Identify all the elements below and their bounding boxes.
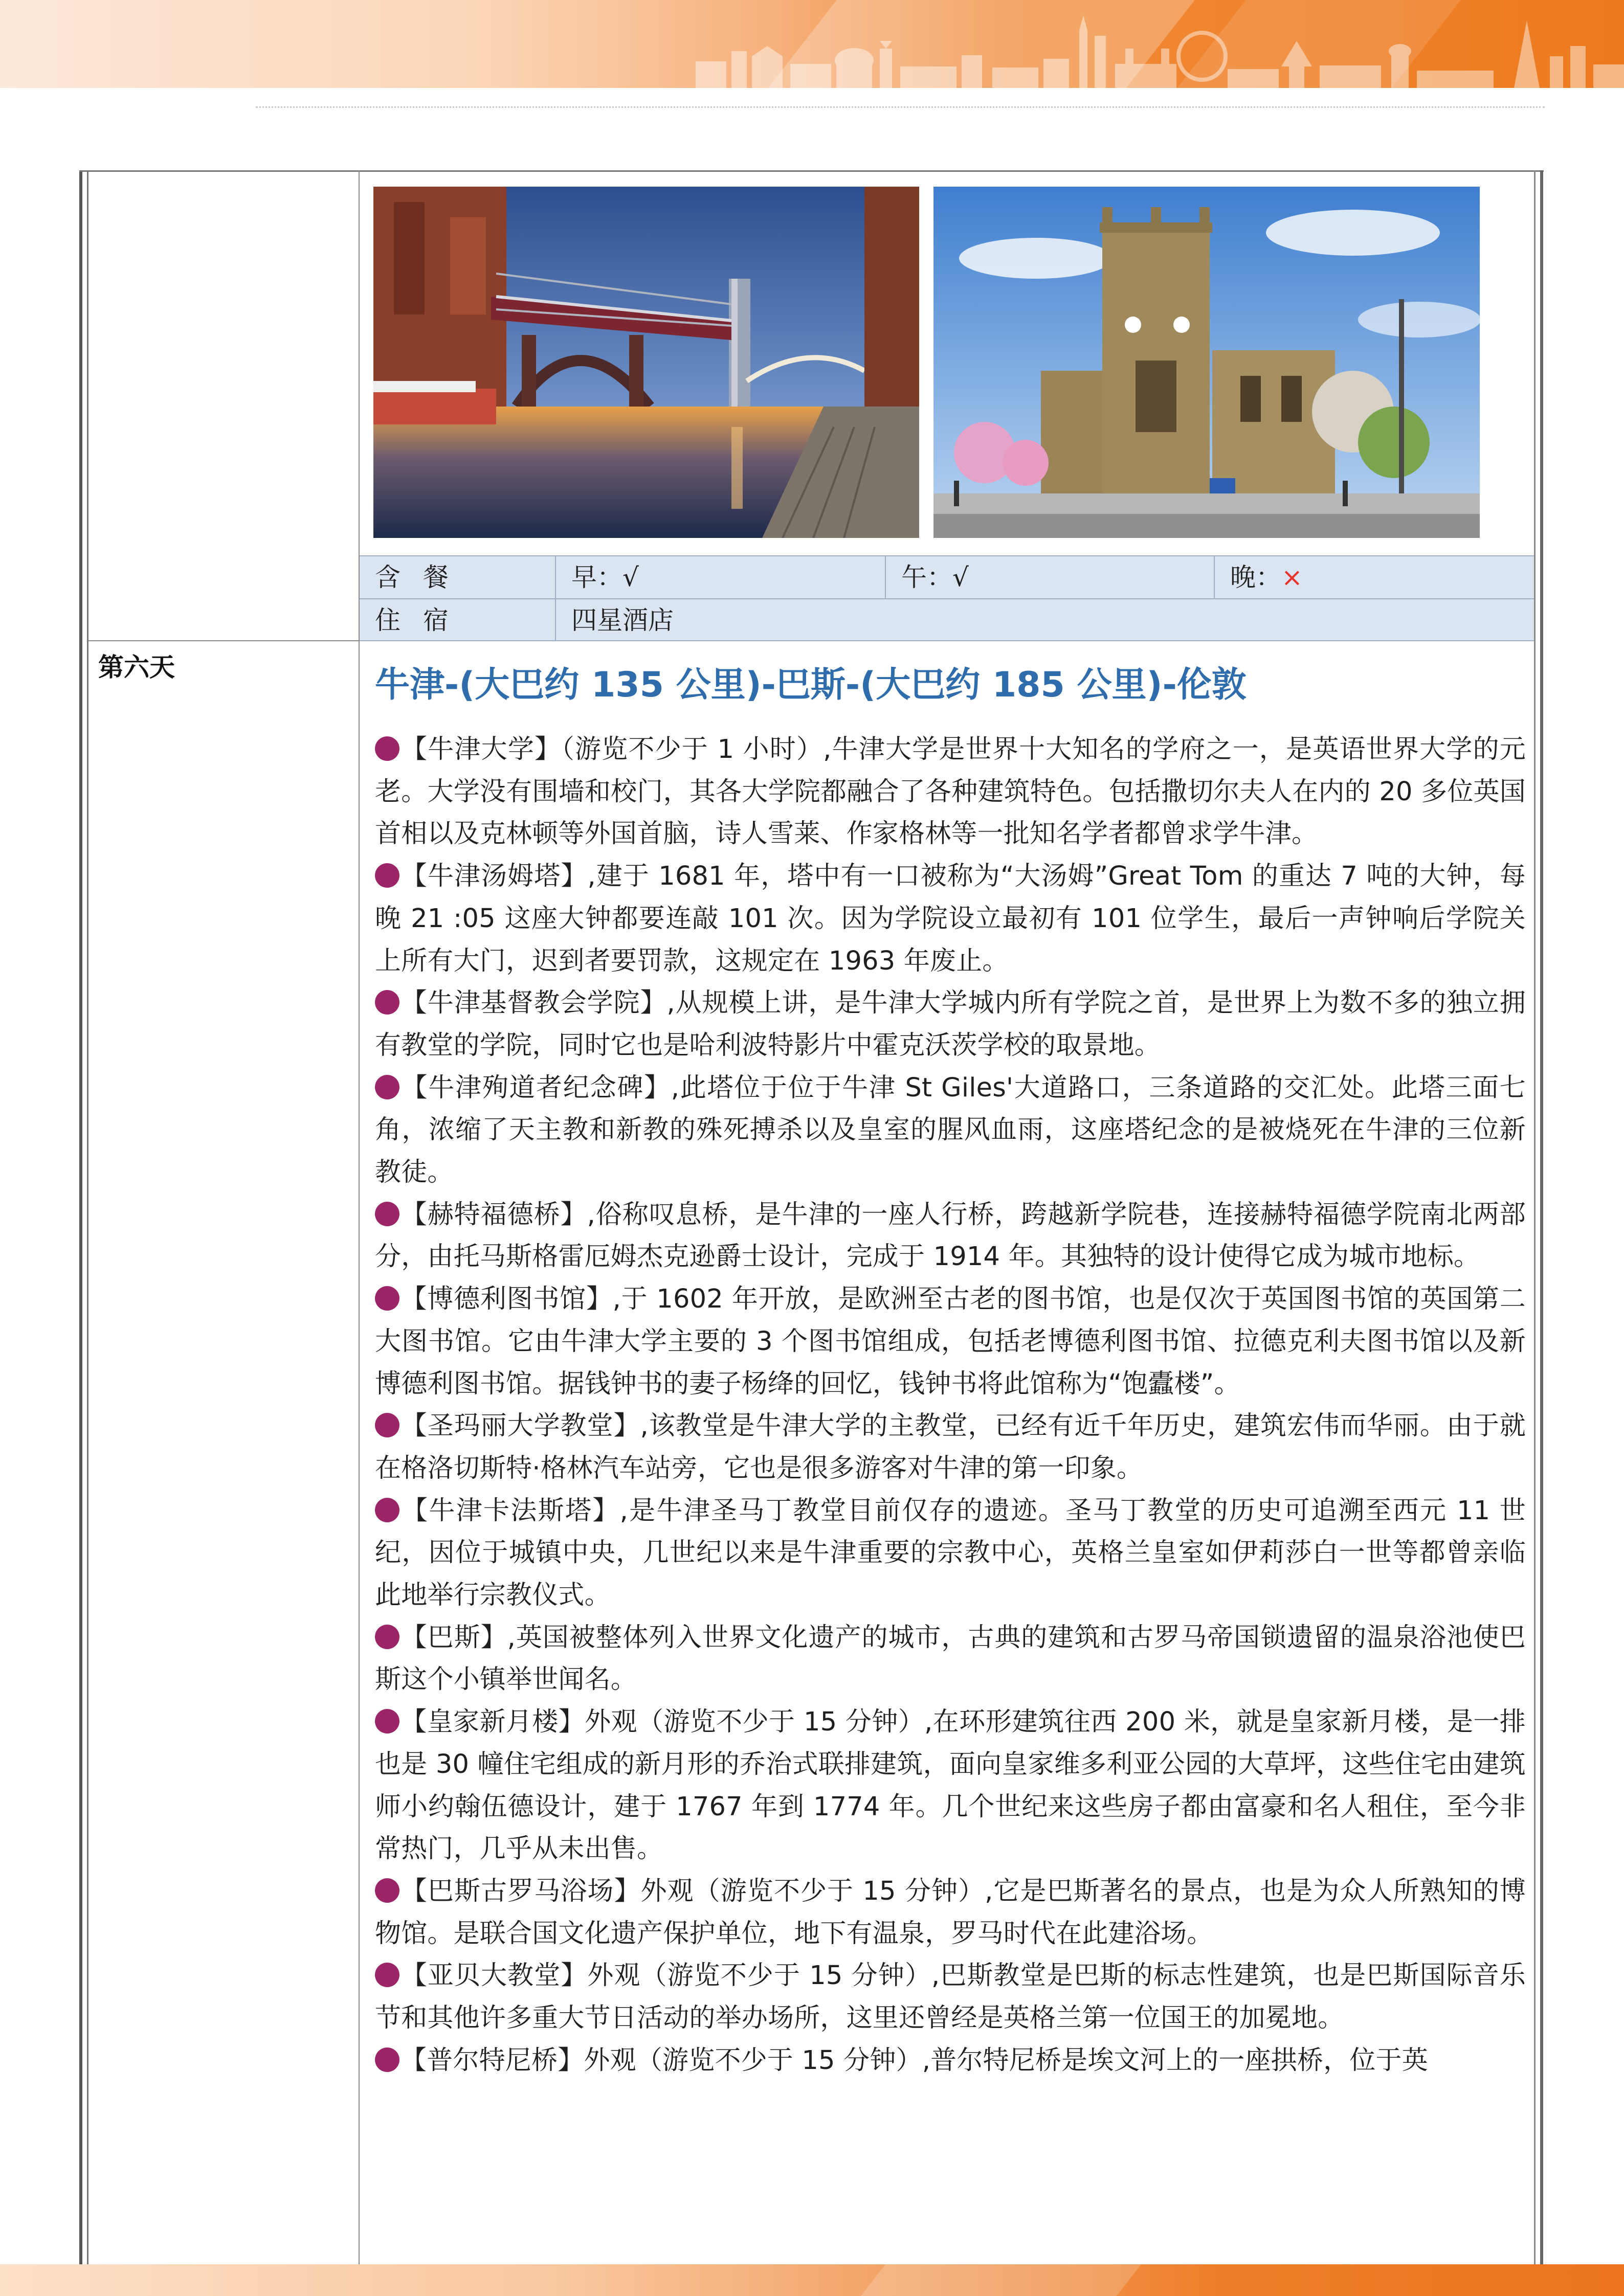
attraction-text: 【牛津汤姆塔】,建于 1681 年，塔中有一口被称为“大汤姆”Great Tom 的重达 7 吨的大钟，每晚 21 :05 这座大钟都要连敲 101 次。因为学院设立最初有 101 位学生，最后一声钟响后学院关上所有大门，迟到者要罚款，这规定在 1963 年废止。 [375,861,1526,976]
lodging-value: 四星酒店 [555,599,1534,641]
attraction-item [375,1490,1526,1617]
lodging-row [360,598,1534,641]
dinner-label: 晚： [1230,562,1281,592]
attraction-text: 【圣玛丽大学教堂】,该教堂是牛津大学的主教堂，已经有近千年历史，建筑宏伟而华丽。由于就在格洛切斯特·格林汽车站旁，它也是很多游客对牛津的第一印象。 [375,1411,1526,1483]
route-title: 牛津-(大巴约 135 公里)-巴斯-(大巴约 185 公里)-伦敦 [375,665,1247,705]
dinner-cell [1214,556,1534,598]
bullet-icon [375,2047,399,2072]
bullet-icon [375,1963,399,1987]
bullet-icon [375,1878,399,1903]
bullet-icon [375,990,399,1015]
attraction-item [375,1617,1526,1701]
attraction-text: 【普尔特尼桥】外观（游览不少于 15 分钟）,普尔特尼桥是埃文河上的一座拱桥，位于英 [401,2045,1428,2076]
attraction-item [375,1405,1526,1490]
attraction-text: 【牛津殉道者纪念碑】,此塔位于位于牛津 St Giles'大道路口，三条道路的交汇处。此塔三面七角，浓缩了天主教和新教的殊死搏杀以及皇室的腥风血雨，这座塔纪念的是被烧死在牛津的三位新教徒。 [375,1072,1526,1188]
attraction-item [375,1955,1526,2039]
lodging-label: 住宿 [375,605,471,635]
bullet-icon [375,863,399,888]
bullet-icon [375,1286,399,1311]
attraction-list [375,729,1526,2082]
bullet-icon [375,1498,399,1522]
table-border-right-inner [1534,170,1536,2265]
attraction-text: 【巴斯】,英国被整体列入世界文化遗产的城市，古典的建筑和古罗马帝国锁遗留的温泉浴池使巴斯这个小镇举世闻名。 [375,1622,1526,1695]
table-border-left [79,170,82,2265]
attraction-item [375,1278,1526,1405]
attraction-text: 【牛津基督教会学院】,从规模上讲，是牛津大学城内所有学院之首，是世界上为数不多的独立拥有教堂的学院，同时它也是哈利波特影片中霍克沃茨学校的取景地。 [375,988,1526,1061]
lunch-cell [885,556,1214,598]
attraction-item [375,1701,1526,1871]
meals-label: 含餐 [375,562,471,592]
photo-cathedral [933,187,1480,538]
day-label: 第六天 [98,652,175,682]
attraction-text: 【亚贝大教堂】外观（游览不少于 15 分钟）,巴斯教堂是巴斯的标志性建筑，也是巴斯国际音乐节和其他许多重大节日活动的举办场所，这里还曾经是英格兰第一位国王的加冕地。 [375,1961,1526,2034]
breakfast-cell [555,556,885,598]
bullet-icon [375,1413,399,1437]
header-divider [256,106,1545,108]
bullet-icon [375,1625,399,1649]
bullet-icon [375,1709,399,1734]
attraction-item [375,1871,1526,1955]
bullet-icon [375,1075,399,1099]
attraction-text: 【博德利图书馆】,于 1602 年开放，是欧洲至古老的图书馆，也是仅次于英国图书馆的英国第二大图书馆。它由牛津大学主要的 3 个图书馆组成，包括老博德利图书馆、拉德克利夫图书馆以及新博德利图书馆。据钱钟书的妻子杨绛的回忆，钱钟书将此馆称为“饱蠹楼”。 [375,1284,1526,1399]
attraction-item [375,1194,1526,1278]
lunch-mark: √ [952,562,969,592]
attraction-item [375,1067,1526,1194]
table-border-top [79,170,1544,172]
breakfast-mark: √ [622,562,639,592]
breakfast-label: 早： [571,562,622,592]
city-skyline-decoration [685,0,1624,88]
attraction-text: 【牛津卡法斯塔】,是牛津圣马丁教堂目前仅存的遗迹。圣马丁教堂的历史可追溯至西元 11 世纪，因位于城镇中央，几世纪以来是牛津重要的宗教中心，英格兰皇室如伊莉莎白一世等都曾亲临此地举行宗教仪式。 [375,1495,1526,1611]
footer-banner [0,2264,1624,2296]
attraction-item [375,982,1526,1067]
attraction-text: 【巴斯古罗马浴场】外观（游览不少于 15 分钟）,它是巴斯著名的景点，也是为众人所熟知的博物馆。是联合国文化遗产保护单位，地下有温泉，罗马时代在此建浴场。 [375,1876,1526,1949]
bullet-icon [375,1202,399,1226]
photo-canal-bridge-night [373,187,919,538]
attraction-item [375,856,1526,982]
attraction-text: 【牛津大学】（游览不少于 1 小时）,牛津大学是世界十大知名的学府之一，是英语世界大学的元老。大学没有围墙和校门，其各大学院都融合了各种建筑特色。包括撒切尔夫人在内的 20 多位英国首相以及克林顿等外国首脑，诗人雪莱、作家格林等一批知名学者都曾求学牛津。 [375,734,1526,849]
cross-icon: × [1281,562,1303,592]
table-column-divider [359,170,360,2265]
header-banner [0,0,1624,88]
attraction-item [375,2040,1526,2082]
lunch-label: 午： [901,562,952,592]
table-border-left-inner [87,170,88,2265]
attraction-text: 【皇家新月楼】外观（游览不少于 15 分钟）,在环形建筑往西 200 米，就是皇家新月楼，是一排也是 30 幢住宅组成的新月形的乔治式联排建筑，面向皇家维多利亚公园的大草坪，这些住宅由建筑师小约翰伍德设计，建于 1767 年到 1774 年。几个世纪来这些房子都由富豪和名人租住，至今非常热门，几乎从未出售。 [375,1707,1526,1864]
attraction-text: 【赫特福德桥】,俗称叹息桥，是牛津的一座人行桥，跨越新学院巷，连接赫特福德学院南北两部分，由托马斯格雷厄姆杰克逊爵士设计，完成于 1914 年。其独特的设计使得它成为城市地标。 [375,1199,1526,1272]
meals-row [360,555,1534,598]
bullet-icon [375,736,399,761]
table-border-right [1540,170,1543,2265]
attraction-item [375,729,1526,856]
